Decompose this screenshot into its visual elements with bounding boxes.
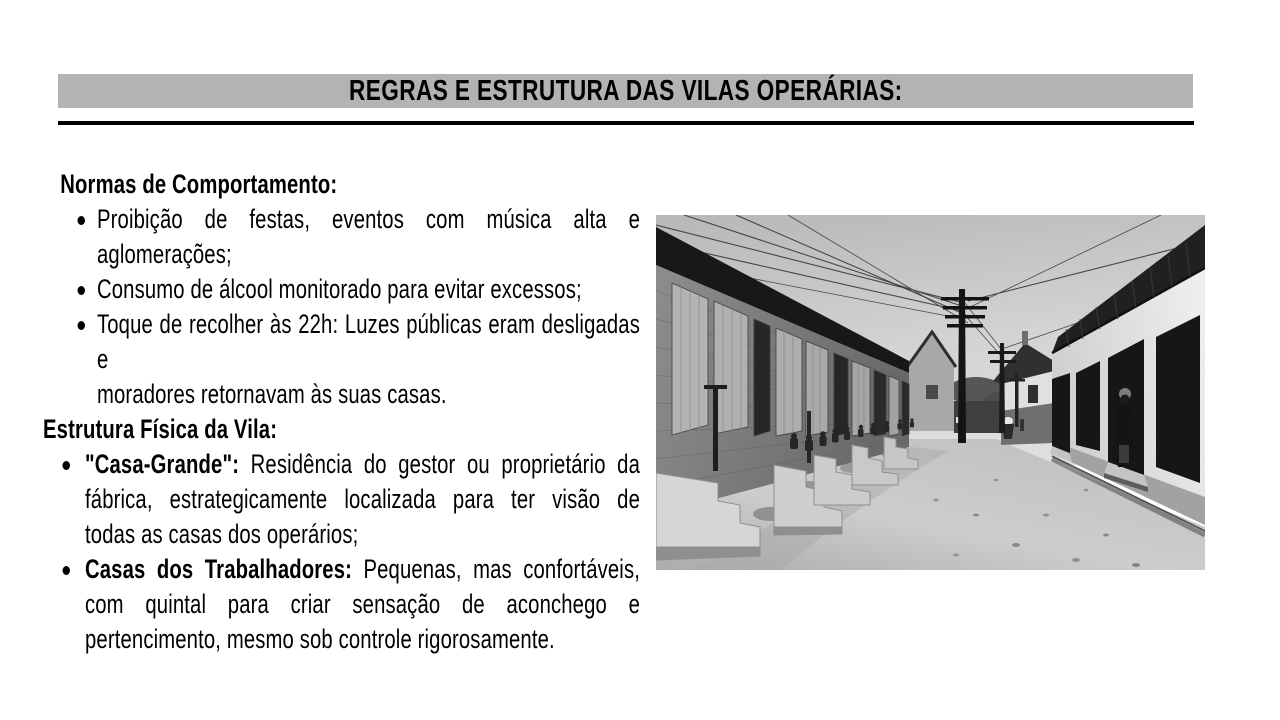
title-underline [58,121,1194,125]
bullet-icon [63,566,71,575]
title-banner [58,74,1193,108]
bullet-icon [78,286,86,295]
text-line: todas as casas dos operários; [85,519,359,549]
text-line: "Casa-Grande": Residência do gestor ou proprietário da [85,449,640,479]
text-line: Proibição de festas, eventos com música alta e [97,204,640,234]
bullet-item [43,552,640,657]
bullet-icon [63,461,71,470]
text-line: fábrica, estrategicamente localizada para ter visão de [85,484,640,514]
text-line: moradores retornavam às suas casas. [97,379,447,409]
section [43,412,640,657]
section [43,167,640,412]
bullet-icon [78,216,86,225]
text-line: Casas dos Trabalhadores: Pequenas, mas confortáveis, [85,554,640,584]
text-line: Consumo de álcool monitorado para evitar excessos; [97,274,582,304]
text-line: Toque de recolher às 22h: Luzes públicas eram desligadas e [97,309,640,374]
text-line: com quintal para criar sensação de aconchego e [85,589,640,619]
text-column [43,167,640,657]
bullet-item [43,202,640,272]
bold-lead: Casas dos Trabalhadores: [85,554,353,584]
bullet-icon [78,321,86,330]
bullet-item [43,447,640,552]
bullet-item [43,307,640,412]
section-heading: Estrutura Física da Vila: [43,414,278,444]
text-line: aglomerações; [97,239,232,269]
vila-operaria-photo [656,215,1205,570]
bullet-item [43,272,640,307]
section-heading: Normas de Comportamento: [60,169,338,199]
text-line: pertencimento, mesmo sob controle rigorosamente. [85,624,555,654]
page-title: REGRAS E ESTRUTURA DAS VILAS OPERÁRIAS: [348,74,903,107]
bold-lead: "Casa-Grande": [85,449,240,479]
